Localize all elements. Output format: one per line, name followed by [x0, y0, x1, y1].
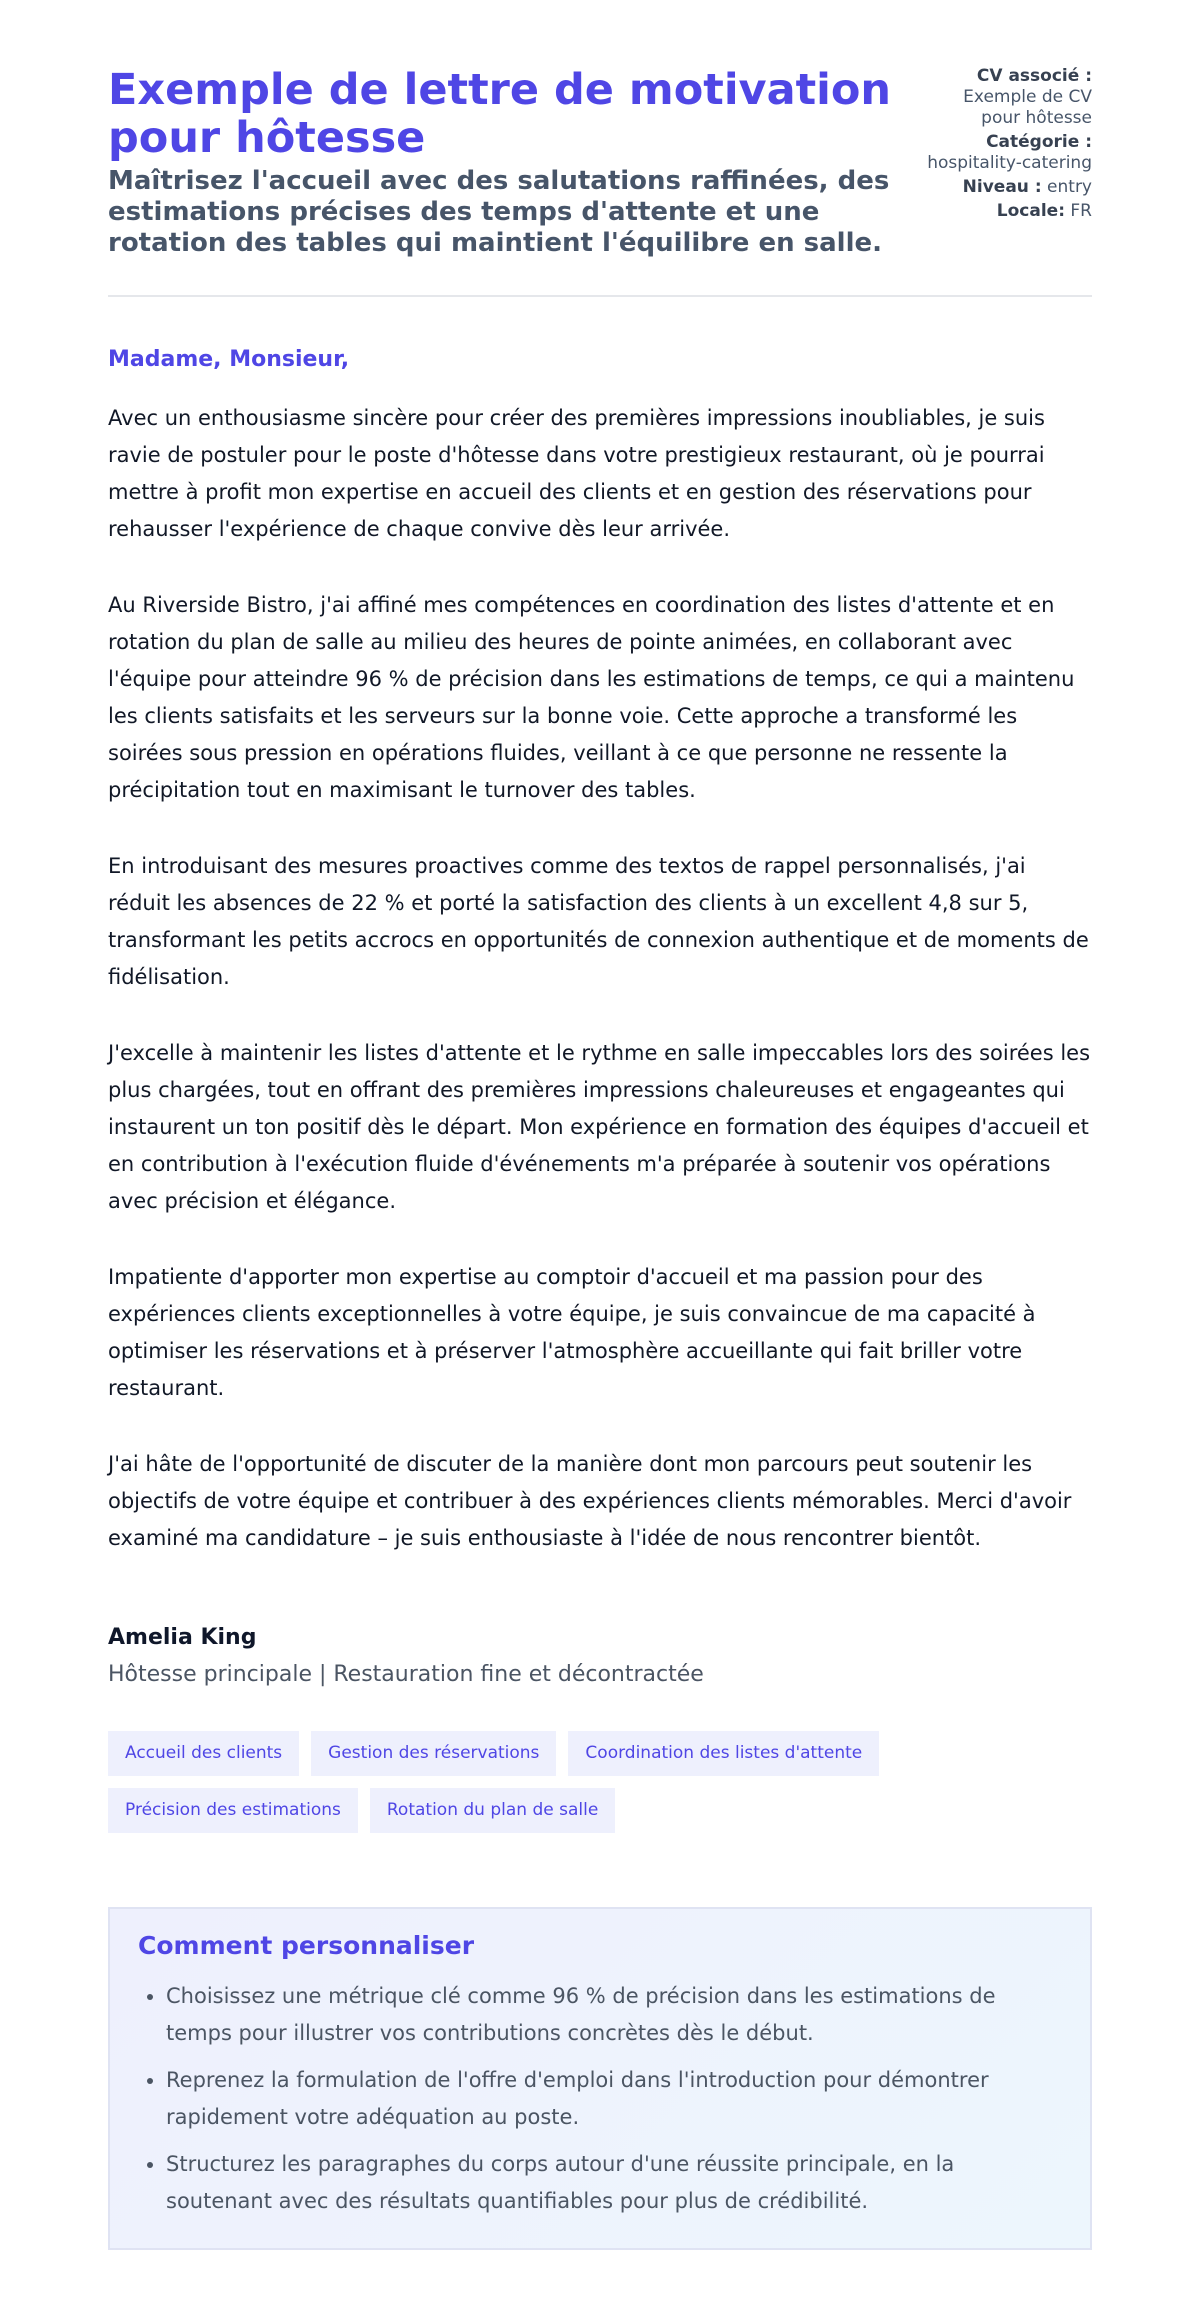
- letter-paragraph: Au Riverside Bistro, j'ai affiné mes compétences en coordination des listes d'attente et en rotation du plan de salle au milieu des heures de pointe animées, en collaborant avec l'équipe pour atteindre 96 % de précision dans les estimations de temps, ce qui a maintenu les clients satisfaits et les serveurs sur la bonne voie. Cette approche a transformé les soirées sous pression en opérations fluides, veillant à ce que personne ne ressente la précipitation tout en maximisant le turnover des tables.: [108, 593, 1075, 802]
- letter-paragraph: En introduisant des mesures proactives comme des textos de rappel personnalisés, j'ai réduit les absences de 22 % et porté la satisfaction des clients à un excellent 4,8 sur 5, transformant les petits accrocs en opportunités de connexion authentique et de moments de fidélisation.: [108, 854, 1089, 989]
- skill-tag: Rotation du plan de salle: [370, 1788, 615, 1833]
- meta-category: [923, 132, 1092, 174]
- tip-item: • Structurez les paragraphes du corps autour d'une réussite principale, en la soutenant avec des résultats quantifiables pour plus de crédibilité.: [166, 2146, 1062, 2220]
- meta-level-value: entry: [1047, 177, 1092, 197]
- meta-cv-label: CV associé :: [976, 66, 1092, 86]
- tips-list: [138, 1978, 1062, 2220]
- meta-cv-value[interactable]: Exemple de CV pour hôtesse: [963, 87, 1092, 128]
- letter-paragraph: J'excelle à maintenir les listes d'attente et le rythme en salle impeccables lors des soirées les plus chargées, tout en offrant des premières impressions chaleureuses et engageantes qui instaurent un ton positif dès le départ. Mon expérience en formation des équipes d'accueil et en contribution à l'exécution fluide d'événements m'a préparée à soutenir vos opérations avec précision et élégance.: [108, 1041, 1091, 1213]
- skill-tag: Gestion des réservations: [311, 1731, 556, 1776]
- tip-item: • Reprenez la formulation de l'offre d'emploi dans l'introduction pour démontrer rapidement votre adéquation au poste.: [166, 2062, 1062, 2136]
- header-titles: [108, 66, 923, 259]
- meta-locale: [923, 201, 1092, 222]
- page-subtitle: Maîtrisez l'accueil avec des salutations raffinées, des estimations précises des temps d'attente et une rotation des tables qui maintient l'équilibre en salle.: [108, 166, 890, 258]
- signature-role: Hôtesse principale | Restauration fine et décontractée: [108, 1662, 704, 1687]
- skill-tags: [108, 1731, 928, 1833]
- skill-tag: Précision des estimations: [108, 1788, 358, 1833]
- letter-paragraph: Impatiente d'apporter mon expertise au comptoir d'accueil et ma passion pour des expériences clients exceptionnelles à votre équipe, je suis convaincue de ma capacité à optimiser les réservations et à préserver l'atmosphère accueillante qui fait briller votre restaurant.: [108, 1265, 1036, 1400]
- page-title: Exemple de lettre de motivation pour hôtesse: [108, 65, 892, 163]
- meta-level-label: Niveau :: [962, 177, 1042, 197]
- letter-paragraph: Avec un enthousiasme sincère pour créer des premières impressions inoubliables, je suis ravie de postuler pour le poste d'hôtesse dans votre prestigieux restaurant, où je pourrai mettre à profit mon expertise en accueil des clients et en gestion des réservations pour rehausser l'expérience de chaque convive dès leur arrivée.: [108, 406, 1045, 541]
- meta-locale-value: FR: [1070, 201, 1092, 221]
- signature-name: Amelia King: [108, 1625, 257, 1650]
- meta-category-label: Catégorie :: [986, 132, 1092, 152]
- customization-tips-box: [108, 1907, 1092, 2250]
- skill-tag: Accueil des clients: [108, 1731, 299, 1776]
- letter-body: [108, 400, 1092, 1557]
- meta-category-value: hospitality-catering: [927, 153, 1092, 173]
- page-header: [108, 66, 1092, 297]
- tip-item: • Choisissez une métrique clé comme 96 % de précision dans les estimations de temps pour illustrer vos contributions concrètes dès le début.: [166, 1978, 1062, 2052]
- tips-title: Comment personnaliser: [138, 1931, 475, 1960]
- skill-tag: Coordination des listes d'attente: [568, 1731, 879, 1776]
- meta-panel: [923, 66, 1092, 225]
- letter-paragraph: J'ai hâte de l'opportunité de discuter de la manière dont mon parcours peut soutenir les objectifs de votre équipe et contribuer à des expériences clients mémorables. Merci d'avoir examiné ma candidature – je suis enthousiaste à l'idée de nous rencontrer bientôt.: [108, 1452, 1072, 1550]
- meta-cv: [923, 66, 1092, 129]
- meta-locale-label: Locale:: [996, 201, 1065, 221]
- letter-salutation: Madame, Monsieur,: [108, 347, 350, 372]
- meta-level: [923, 177, 1092, 198]
